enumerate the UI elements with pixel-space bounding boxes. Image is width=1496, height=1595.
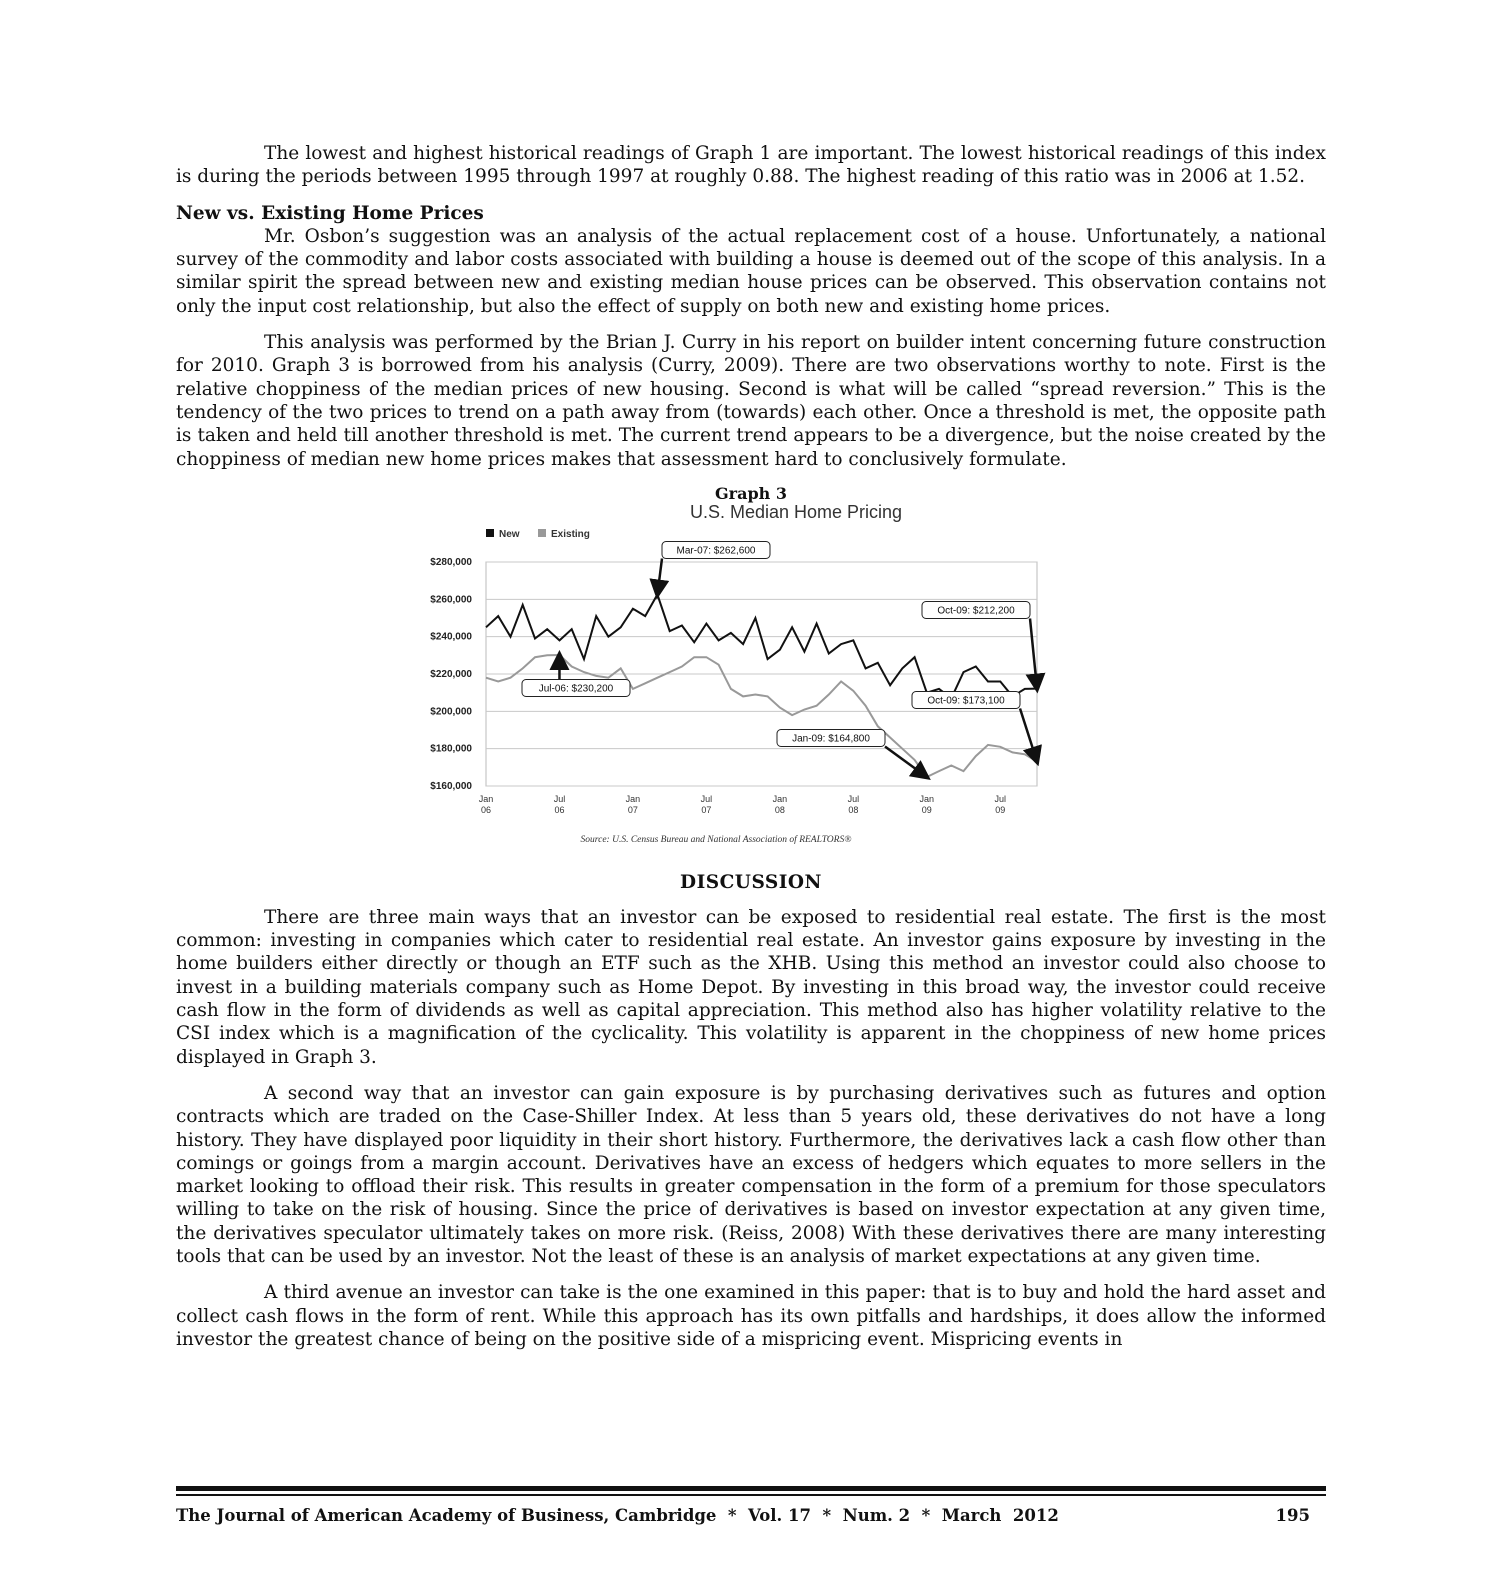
discussion-paragraph-1: There are three main ways that an investor can be exposed to residential real estate. The first is the most common: investing in companies which cater to residential real estate. An investor gains exposure by investing in the home builders either directly or though an ETF such as the XHB. Using this method an investor could also choose to invest in a building materials company such as Home Depot. By investing in this broad way, the investor could receive cash flow in the form of dividends as well as capital appreciation. This method also has higher volatility relative to the CSI index which is a magnification of the cyclicality. This volatility is apparent in the choppiness of new home prices displayed in Graph 3. [176, 906, 1326, 1068]
callout-label: Oct-09: $173,100 [927, 695, 1005, 707]
x-tick-label-year: 07 [627, 804, 638, 815]
journal-citation: The Journal of American Academy of Business, Cambridge * Vol. 17 * Num. 2 * March 2012 [176, 1506, 1059, 1525]
discussion-paragraph-3: A third avenue an investor can take is the one examined in this paper: that is to buy and hold the hard asset and collect cash flows in the form of rent. While this approach has its own pitfalls and hardships, it does allow the informed investor the greatest chance of being on the positive side of a mispricing event. Mispricing events in [176, 1282, 1326, 1350]
callout-arrow [657, 558, 662, 594]
section-paragraph-2: This analysis was performed by the Brian J. Curry in his report on builder intent concerning future construction for 2010. Graph 3 is borrowed from his analysis (Curry, 2009). There are two observations worthy to note. First is the relative choppiness of the median prices of new housing. Second is what will be called “spread reversion.” This is the tendency of the two prices to trend on a path away from (towards) each other. Once a threshold is met, the opposite path is taken and held till another threshold is met. The current trend appears to be a divergence, but the noise created by the choppiness of median new home prices makes that assessment hard to conclusively formulate. [176, 332, 1326, 470]
y-tick-label: $280,000 [430, 556, 472, 568]
footer-rule-thick [176, 1486, 1326, 1491]
section-paragraph-1: Mr. Osbon’s suggestion was an analysis of the actual replacement cost of a house. Unfortunately, a national survey of the commodity and labor costs associated with building a house is deemed out of the scope of this analysis. In a similar spirit the spread between new and existing median house prices can be observed. This observation contains not only the input cost relationship, but also the effect of supply on both new and existing home prices. [176, 225, 1326, 317]
x-tick-label-month: Jan [772, 793, 788, 804]
callout-label: Oct-09: $212,200 [937, 605, 1015, 617]
x-tick-label-month: Jan [919, 793, 935, 804]
y-tick-label: $200,000 [430, 706, 472, 718]
graph-3-figure [176, 484, 1326, 856]
callout-label: Mar-07: $262,600 [676, 545, 756, 557]
y-tick-label: $260,000 [430, 594, 472, 606]
legend-swatch [538, 529, 546, 537]
y-tick-label: $240,000 [430, 631, 472, 643]
median-price-chart [416, 522, 1136, 856]
x-tick-label-year: 08 [774, 804, 785, 815]
x-tick-label-year: 08 [848, 804, 859, 815]
x-tick-label-year: 06 [554, 804, 565, 815]
callout-arrow [1030, 618, 1037, 688]
legend-label: Existing [551, 528, 590, 540]
x-tick-label-month: Jul [994, 793, 1007, 804]
legend-swatch [486, 529, 494, 537]
x-tick-label-year: 09 [995, 804, 1006, 815]
x-tick-label-month: Jan [625, 793, 641, 804]
discussion-heading: DISCUSSION [680, 871, 822, 893]
x-tick-label-year: 07 [701, 804, 712, 815]
y-tick-label: $160,000 [430, 780, 472, 792]
chart-title: U.S. Median Home Pricing [689, 501, 903, 522]
x-tick-label-month: Jul [847, 793, 860, 804]
page-number: 195 [1275, 1506, 1310, 1525]
y-tick-label: $180,000 [430, 743, 472, 755]
intro-paragraph: The lowest and highest historical readings of Graph 1 are important. The lowest historical readings of this index is during the periods between 1995 through 1997 at roughly 0.88. The highest reading of this ratio was in 2006 at 1.52. [176, 143, 1326, 188]
x-tick-label-year: 09 [921, 804, 932, 815]
y-tick-label: $220,000 [430, 668, 472, 680]
callout-label: Jul-06: $230,200 [538, 683, 614, 695]
figure-label: Graph 3 [715, 483, 787, 503]
section-heading: New vs. Existing Home Prices [176, 202, 484, 224]
callout-label: Jan-09: $164,800 [792, 733, 870, 745]
x-tick-label-year: 06 [480, 804, 492, 815]
source-note: Source: U.S. Census Bureau and National Association of REALTORS® [580, 834, 852, 845]
discussion-paragraph-2: A second way that an investor can gain exposure is by purchasing derivatives such as futures and option contracts which are traded on the Case-Shiller Index. At less than 5 years old, these derivatives do not have a long history. They have displayed poor liquidity in their short history. Furthermore, the derivatives lack a cash flow other than comings or goings from a margin account. Derivatives have an excess of hedgers which equates to more sellers in the market looking to offload their risk. This results in greater compensation in the form of a premium for those speculators willing to take on the risk of housing. Since the price of derivatives is based on investor expectation at any given time, the derivatives speculator ultimately takes on more risk. (Reiss, 2008) With these derivatives there are many interesting tools that can be used by an investor. Not the least of these is an analysis of market expectations at any given time. [176, 1082, 1326, 1268]
page-body [176, 142, 1326, 1364]
x-tick-label-month: Jul [553, 793, 566, 804]
x-tick-label-month: Jan [478, 793, 494, 804]
x-tick-label-month: Jul [700, 793, 713, 804]
legend-label: New [499, 528, 520, 540]
series-line-existing [486, 655, 1037, 777]
footer-rule-thin [176, 1494, 1326, 1496]
